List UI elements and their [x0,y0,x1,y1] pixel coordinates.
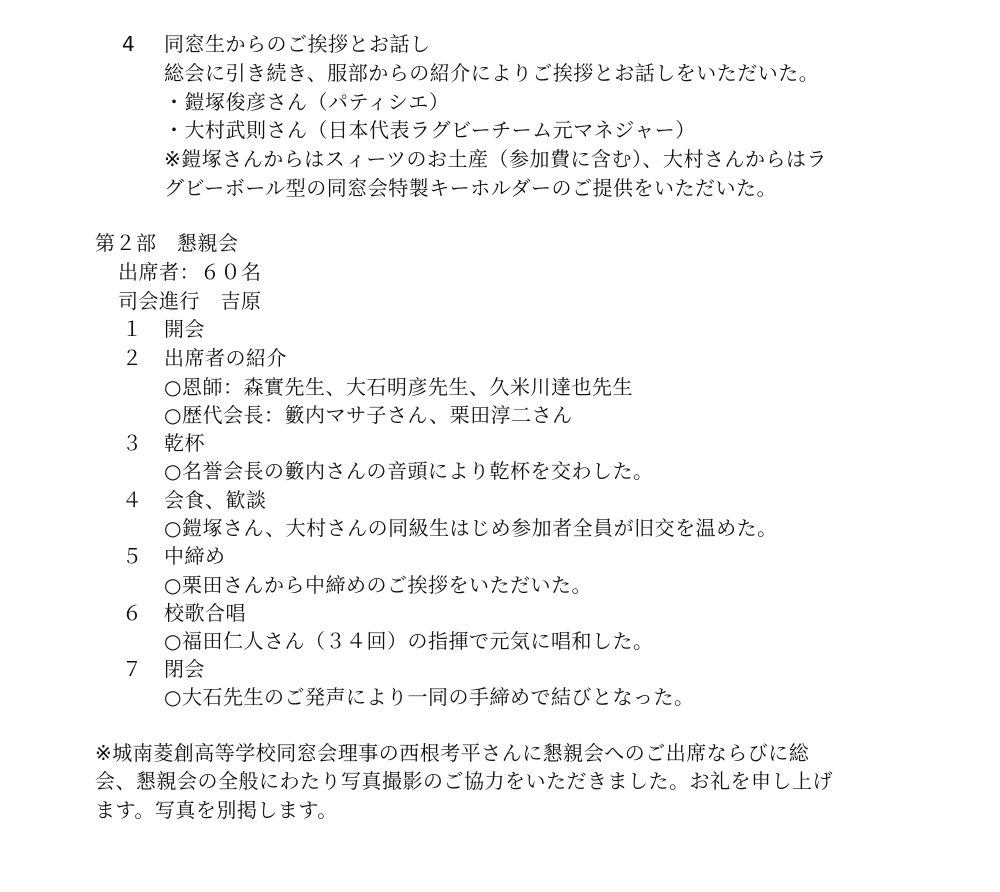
intro-text: 総会に引き続き、服部からの紹介によりご挨拶とお話しをいただいた。 [164,61,820,85]
item-number: ７ [122,657,143,681]
item-title: 乾杯 [164,431,205,455]
item-number: ２ [122,346,143,370]
item-detail: ○恩師：森實先生、大石明彦先生、久米川達也先生 [164,375,633,399]
item-title: 出席者の紹介 [164,346,287,370]
item-number: １ [122,317,143,341]
closing-note-text: ます。写真を別掲します。 [95,798,338,822]
item-detail: ○大石先生のご発声により一同の手締めで結びとなった。 [164,685,695,709]
closing-note-text: 会、懇親会の全般にわたり写真撮影のご協力をいただきました。お礼を申し上げ [95,769,833,793]
item-detail: ○栗田さんから中締めのご挨拶をいただいた。 [164,573,592,597]
item-title: 開会 [164,317,205,341]
item-detail: ○名誉会長の籔内さんの音頭により乾杯を交わした。 [164,459,654,483]
section-heading: 第２部 懇親会 [95,231,239,255]
attendance-text: 出席者：６０名 [118,260,262,284]
speaker-item: ・鎧塚俊彦さん（パティシエ） [164,90,450,114]
item-number: ５ [122,544,143,568]
speaker-item: ・大村武則さん（日本代表ラグビーチーム元マネジャー） [164,118,696,142]
item-title: 同窓生からのご挨拶とお話し [164,32,431,56]
note-text: グビーボール型の同窓会特製キーホルダーのご提供をいただいた。 [164,176,777,200]
mc-text: 司会進行 吉原 [118,289,262,313]
item-number: ３ [122,431,143,455]
item-number: ４ [122,488,143,512]
item-title: 中締め [164,544,226,568]
item-detail: ○歴代会長：籔内マサ子さん、栗田淳二さん [164,403,573,427]
item-number: ６ [122,601,143,625]
item-detail: ○鎧塚さん、大村さんの同級生はじめ参加者全員が旧交を温めた。 [164,516,778,540]
item-number: 4 [122,32,136,56]
closing-note-text: ※城南菱創高等学校同窓会理事の西根考平さんに懇親会へのご出席ならびに総 [95,741,810,765]
item-title: 会食、歓談 [164,488,267,512]
note-text: ※鎧塚さんからはスィーツのお土産（参加費に含む）、大村さんからはラ [164,147,828,171]
item-title: 閉会 [164,657,205,681]
item-detail: ○福田仁人さん（３４回）の指揮で元気に唱和した。 [164,629,654,653]
item-title: 校歌合唱 [164,601,246,625]
